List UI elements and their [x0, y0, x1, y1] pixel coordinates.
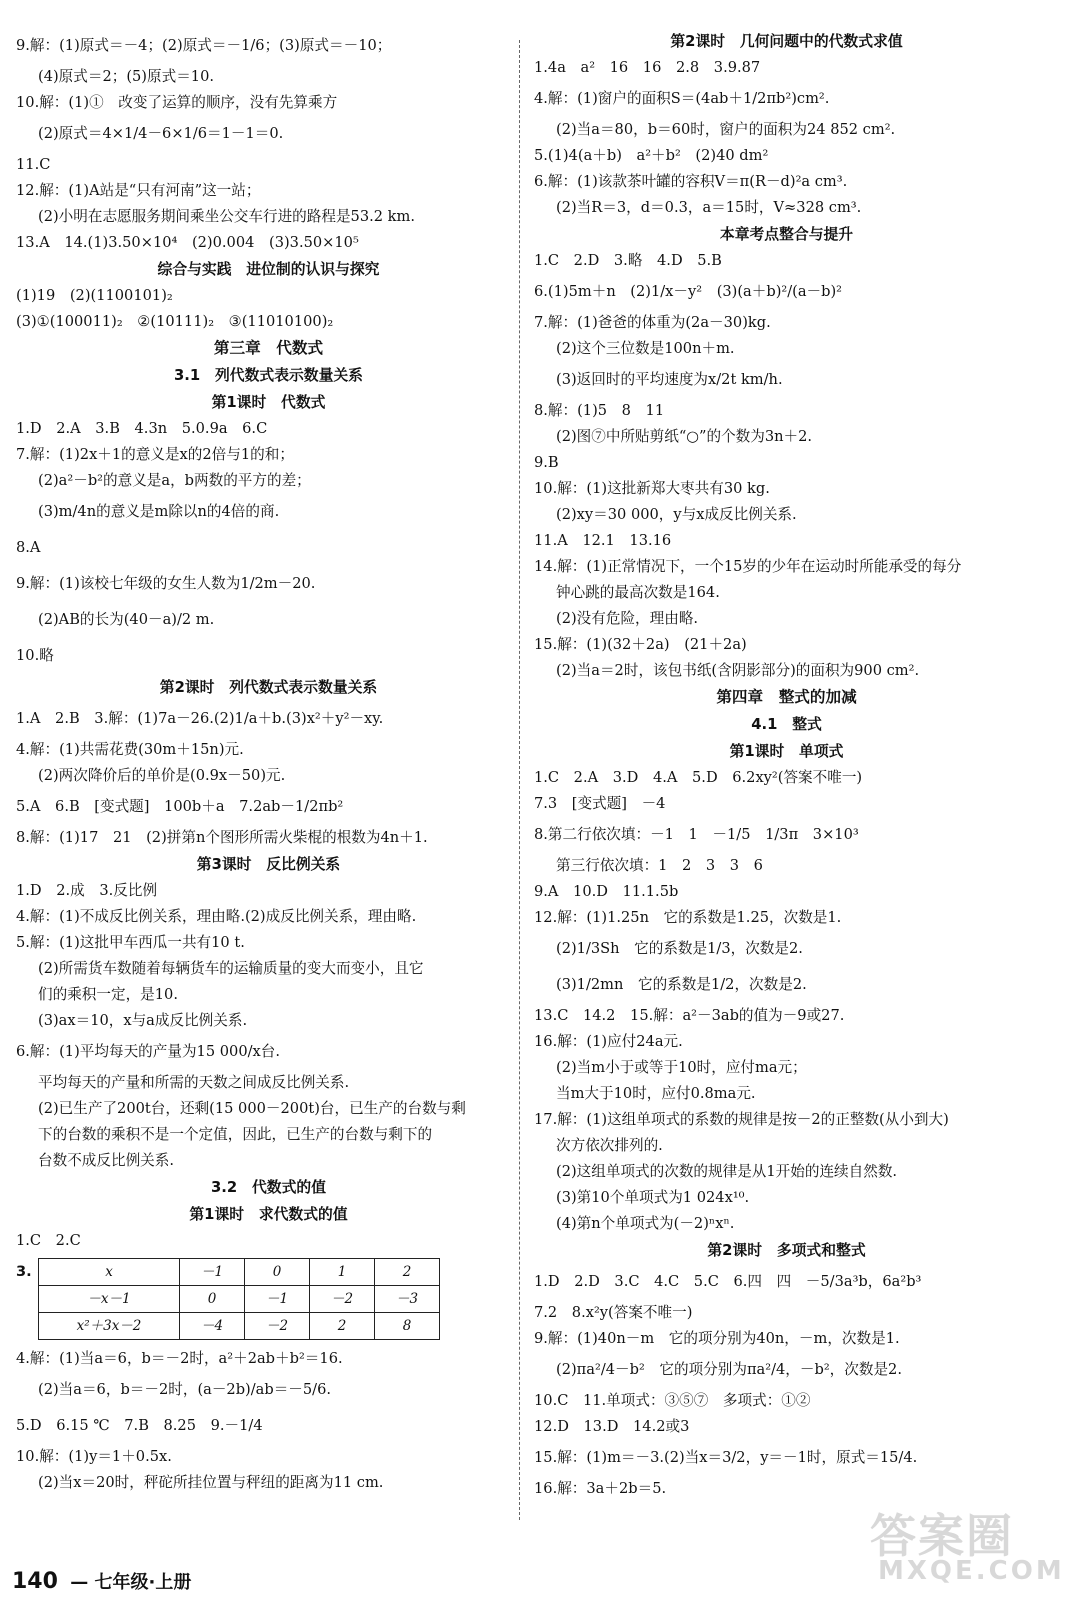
watermark-logo [870, 1500, 1065, 1592]
answer-line: 6.解：(1)平均每天的产量为15 000/x台. [16, 1043, 280, 1060]
answer-line: (2)当a＝6，b＝－2时，(a－2b)/ab＝－5/6. [38, 1381, 332, 1398]
answer-line: 14.解：(1)正常情况下，一个15岁的少年在运动时所能承受的每分 [534, 558, 962, 575]
answer-line: 8.解：(1)17 21 (2)拼第n个图形所需火柴棍的根数为4n＋1. [16, 829, 428, 846]
answer-line: 4.解：(1)共需花费(30m＋15n)元. [16, 741, 244, 758]
answer-line: 9.解：(1)40n－m 它的项分别为40n，－m，次数是1. [534, 1330, 900, 1347]
table-cell: 8 [375, 1313, 440, 1340]
answer-line: 12.解：(1)1.25n 它的系数是1.25，次数是1. [534, 909, 842, 926]
answer-line: 9.A 10.D 11.1.5b [534, 883, 679, 900]
answer-line: 次方依次排列的. [556, 1137, 663, 1154]
answer-line: 1.A 2.B 3.解：(1)7a－26.(2)1/a＋b.(3)x²＋y²－xy. [16, 710, 384, 727]
answer-line: 13.C 14.2 15.解：a²－3ab的值为－9或27. [534, 1007, 845, 1024]
answer-line: (2)当a＝80，b＝60时，窗户的面积为24 852 cm². [556, 121, 896, 138]
page-number: 140 [12, 1569, 58, 1594]
table-cell: 1 [310, 1259, 375, 1286]
answer-line: 8.解：(1)5 8 11 [534, 402, 665, 419]
page-footer [12, 1568, 191, 1594]
answer-line: 5.解：(1)这批甲车西瓜一共有10 t. [16, 934, 245, 951]
table-cell: －3 [375, 1286, 440, 1313]
answer-line: 12.解：(1)A站是“只有河南”这一站； [16, 182, 261, 199]
section-heading: 第2课时 列代数式表示数量关系 [159, 679, 378, 696]
answer-line: (2)当R＝3，d＝0.3，a＝15时，V≈328 cm³. [556, 199, 862, 216]
answer-line: 7.解：(1)2x＋1的意义是x的2倍与1的和； [16, 446, 294, 463]
answer-line: 1.D 2.成 3.反比例 [16, 882, 158, 899]
answer-line: (2)两次降价后的单价是(0.9x－50)元. [38, 767, 286, 784]
answer-line: 10.解：(1)① 改变了运算的顺序，没有先算乘方 [16, 94, 338, 111]
watermark-url: MXQE.COM [878, 1556, 1065, 1586]
answer-line: 1.C 2.D 3.略 4.D 5.B [534, 252, 722, 269]
answer-line: (2)当x＝20时，秤砣所挂位置与秤纽的距离为11 cm. [38, 1474, 384, 1491]
answer-line: 1.4a a² 16 16 2.8 3.9.87 [534, 59, 761, 76]
answer-line: 8.A [16, 539, 41, 556]
answer-line: 11.C [16, 156, 51, 173]
section-heading: 4.1 整式 [751, 716, 822, 733]
answer-line: (3)返回时的平均速度为x/2t km/h. [556, 371, 783, 388]
answer-line: (3)①(100011)₂ ②(10111)₂ ③(11010100)₂ [16, 313, 334, 330]
table-cell: －1 [180, 1259, 245, 1286]
answer-line: 8.第二行依次填：－1 1 －1/5 1/3π 3×10³ [534, 826, 859, 843]
right-column [534, 28, 1039, 1502]
answer-line: 1.C 2.A 3.D 4.A 5.D 6.2xy²(答案不唯一) [534, 769, 863, 786]
answer-line: 13.A 14.(1)3.50×10⁴ (2)0.004 (3)3.50×10⁵ [16, 234, 359, 251]
question-3-label: 3. [16, 1263, 32, 1280]
table-cell: －x－1 [39, 1286, 180, 1313]
answer-line: 5.A 6.B [变式题] 100b＋a 7.2ab－1/2πb² [16, 798, 344, 815]
section-heading: 第2课时 几何问题中的代数式求值 [670, 33, 903, 50]
answer-line: (2)图⑦中所贴剪纸“○”的个数为3n＋2. [556, 428, 813, 445]
answer-line: 台数不成反比例关系. [38, 1152, 174, 1169]
answer-line: 15.解：(1)m＝－3.(2)当x＝3/2，y＝－1时，原式＝15/4. [534, 1449, 918, 1466]
table-cell: x²＋3x－2 [39, 1313, 180, 1340]
answer-line: (3)第10个单项式为1 024x¹⁰. [556, 1189, 750, 1206]
answer-line: (2)πa²/4－b² 它的项分别为πa²/4，－b²，次数是2. [556, 1361, 902, 1378]
answer-line: 1.D 2.D 3.C 4.C 5.C 6.四 四 －5/3a³b，6a²b³ [534, 1273, 922, 1290]
section-heading: 第三章 代数式 [213, 339, 324, 357]
table-cell: x [39, 1259, 180, 1286]
answer-line: 下的台数的乘积不是一个定值，因此，已生产的台数与剩下的 [38, 1126, 433, 1143]
answer-line: 4.解：(1)窗户的面积S＝(4ab＋1/2πb²)cm². [534, 90, 830, 107]
answer-line: 12.D 13.D 14.2或3 [534, 1418, 690, 1435]
answer-line: (2)原式＝4×1/4－6×1/6＝1－1＝0. [38, 125, 284, 142]
book-label: 七年级·上册 [94, 1572, 192, 1593]
answer-line: 7.解：(1)爸爸的体重为(2a－30)kg. [534, 314, 771, 331]
answer-line: (4)原式＝2；(5)原式＝10. [38, 68, 214, 85]
answer-line: (4)第n个单项式为(－2)ⁿxⁿ. [556, 1215, 735, 1232]
answer-line: (3)m/4n的意义是m除以n的4倍的商. [38, 503, 280, 520]
table-cell: 0 [245, 1259, 310, 1286]
answer-line: 7.2 8.x²y(答案不唯一) [534, 1304, 693, 1321]
answer-line: 9.解：(1)原式＝－4；(2)原式＝－1/6；(3)原式＝－10； [16, 37, 392, 54]
left-column [16, 28, 521, 1496]
answer-line: 10.C 11.单项式：③⑤⑦ 多项式：①② [534, 1392, 811, 1409]
question-3-table-block [16, 1258, 521, 1340]
answer-line: (2)这组单项式的次数的规律是从1开始的连续自然数. [556, 1163, 898, 1180]
answer-line: 10.解：(1)y＝1＋0.5x. [16, 1448, 172, 1465]
answer-line: (2)当m小于或等于10时，应付ma元； [556, 1059, 807, 1076]
answer-line: 平均每天的产量和所需的天数之间成反比例关系. [38, 1074, 350, 1091]
answer-line: 们的乘积一定，是10. [38, 986, 178, 1003]
answer-line: 钟心跳的最高次数是164. [556, 584, 720, 601]
section-heading: 第1课时 求代数式的值 [189, 1206, 348, 1223]
table-cell: －1 [245, 1286, 310, 1313]
section-heading: 本章考点整合与提升 [719, 226, 854, 243]
answer-line: 4.解：(1)当a＝6，b＝－2时，a²＋2ab＋b²＝16. [16, 1350, 343, 1367]
watermark-text: 答案圈 [870, 1509, 1014, 1563]
answer-line: 当m大于10时，应付0.8ma元. [556, 1085, 756, 1102]
answer-line: 16.解：3a＋2b＝5. [534, 1480, 667, 1497]
table-cell: －2 [310, 1286, 375, 1313]
table-cell: 0 [180, 1286, 245, 1313]
table-row [39, 1313, 440, 1340]
answer-line: (2)所需货车数随着每辆货车的运输质量的变大而变小，且它 [38, 960, 424, 977]
table-cell: 2 [310, 1313, 375, 1340]
answer-line: (2)这个三位数是100n＋m. [556, 340, 735, 357]
answer-line: 4.解：(1)不成反比例关系，理由略.(2)成反比例关系，理由略. [16, 908, 417, 925]
answer-line: 1.C 2.C [16, 1232, 81, 1249]
answer-line: 9.B [534, 454, 559, 471]
section-heading: 综合与实践 进位制的认识与探究 [157, 261, 380, 278]
table-row [39, 1286, 440, 1313]
answer-line: 16.解：(1)应付24a元. [534, 1033, 683, 1050]
table-cell: 2 [375, 1259, 440, 1286]
answer-line: 第三行依次填：1 2 3 3 6 [556, 857, 763, 874]
section-heading: 第四章 整式的加减 [716, 688, 857, 706]
table-cell: －4 [180, 1313, 245, 1340]
answer-line: 11.A 12.1 13.16 [534, 532, 672, 549]
section-heading: 第1课时 单项式 [729, 743, 844, 760]
footer-separator: — [70, 1572, 89, 1593]
answer-line: (2)当a＝2时，该包书纸(含阴影部分)的面积为900 cm². [556, 662, 920, 679]
answer-line: (2)没有危险，理由略. [556, 610, 699, 627]
answer-line: 10.解：(1)这批新郑大枣共有30 kg. [534, 480, 770, 497]
answer-line: (1)19 (2)(1100101)₂ [16, 287, 173, 304]
table-cell: －2 [245, 1313, 310, 1340]
answer-line: 17.解：(1)这组单项式的系数的规律是按－2的正整数(从小到大) [534, 1111, 949, 1128]
answer-line: (3)1/2mn 它的系数是1/2，次数是2. [556, 976, 807, 993]
section-heading: 第2课时 多项式和整式 [707, 1242, 866, 1259]
answer-line: 7.3 [变式题] －4 [534, 795, 666, 812]
section-heading: 第3课时 反比例关系 [196, 856, 341, 873]
answer-line: 10.略 [16, 647, 54, 664]
answer-line: (2)1/3Sh 它的系数是1/3，次数是2. [556, 940, 803, 957]
answer-line: 6.解：(1)该款茶叶罐的容积V＝π(R－d)²a cm³. [534, 173, 848, 190]
answer-line: (2)xy＝30 000，y与x成反比例关系. [556, 506, 797, 523]
answer-line: (2)小明在志愿服务期间乘坐公交车行进的路程是53.2 km. [38, 208, 416, 225]
answer-line: (2)已生产了200t台，还剩(15 000－200t)台，已生产的台数与剩 [38, 1100, 466, 1117]
section-heading: 3.2 代数式的值 [211, 1179, 326, 1196]
section-heading: 第1课时 代数式 [211, 394, 326, 411]
answer-line: 15.解：(1)(32＋2a) (21＋2a) [534, 636, 747, 653]
section-heading: 3.1 列代数式表示数量关系 [174, 367, 363, 384]
answer-line: 6.(1)5m＋n (2)1/x－y² (3)(a＋b)²/(a－b)² [534, 283, 843, 300]
answer-line: (2)AB的长为(40－a)/2 m. [38, 611, 215, 628]
answer-line: 1.D 2.A 3.B 4.3n 5.0.9a 6.C [16, 420, 268, 437]
answer-line: 5.D 6.15 ℃ 7.B 8.25 9.－1/4 [16, 1417, 263, 1434]
value-table [38, 1258, 440, 1340]
answer-line: (3)ax＝10，x与a成反比例关系. [38, 1012, 248, 1029]
answer-line: (2)a²－b²的意义是a，b两数的平方的差； [38, 472, 311, 489]
answer-line: 9.解：(1)该校七年级的女生人数为1/2m－20. [16, 575, 316, 592]
answer-line: 5.(1)4(a＋b) a²＋b² (2)40 dm² [534, 147, 769, 164]
table-row [39, 1259, 440, 1286]
